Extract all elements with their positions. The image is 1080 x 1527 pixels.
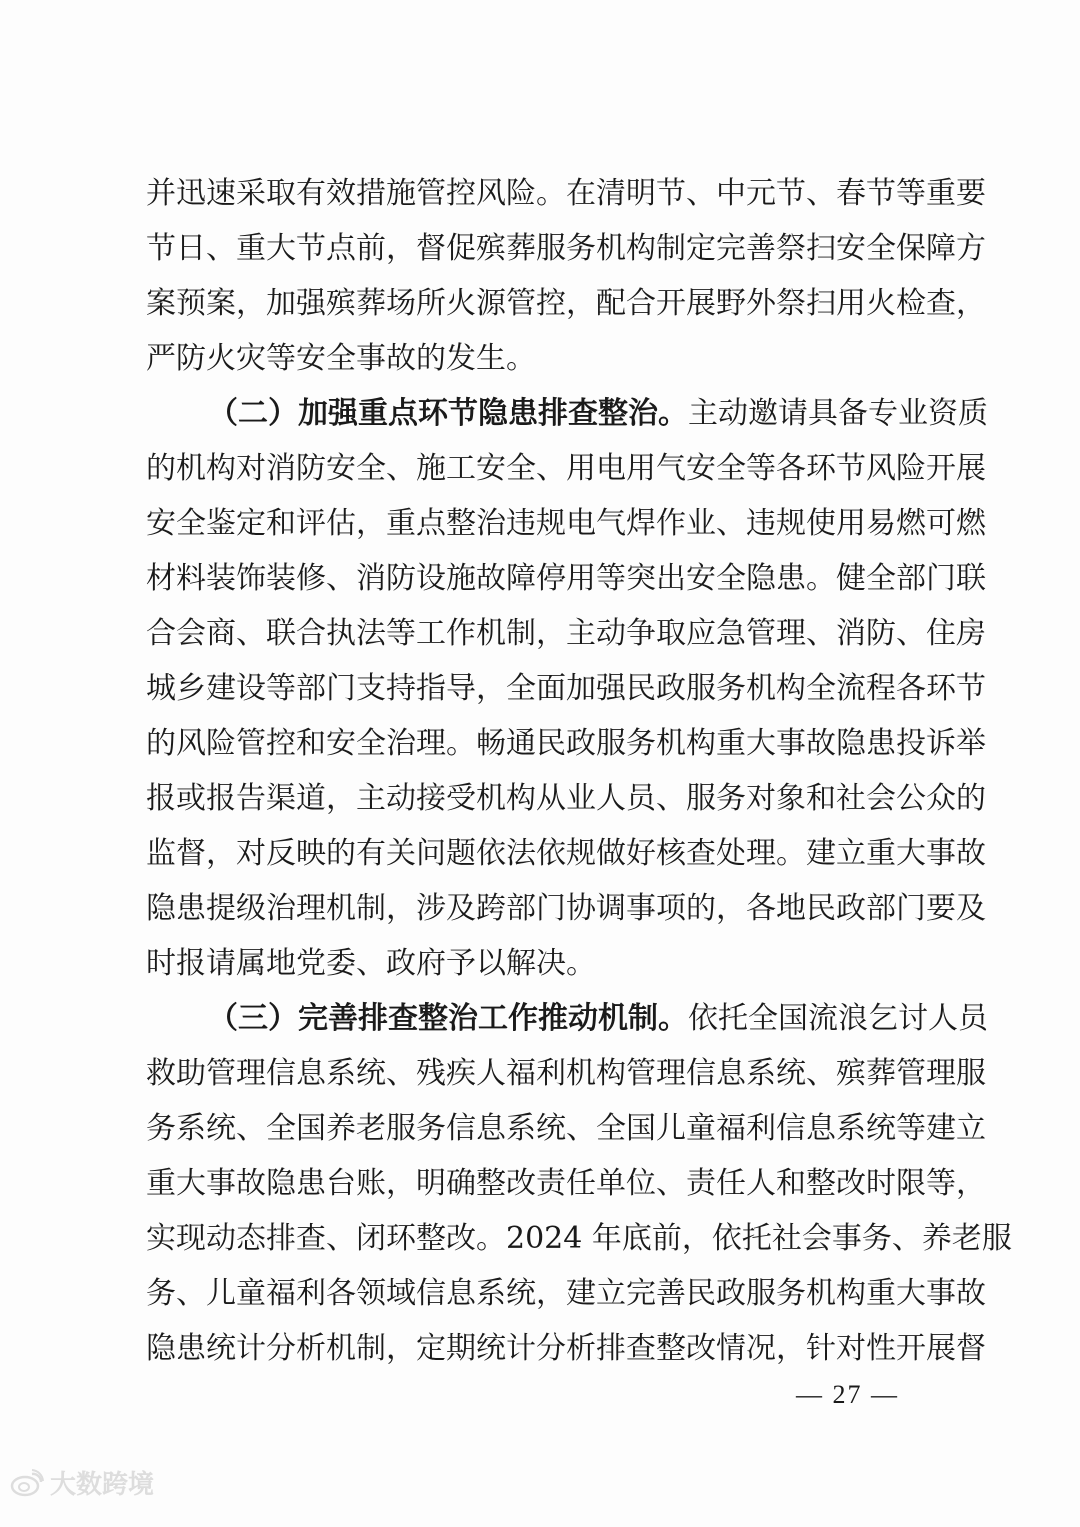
text-line: 重大事故隐患台账，明确整改责任单位、责任人和整改时限等， bbox=[146, 1166, 986, 1201]
text-line: 严防火灾等安全事故的发生。 bbox=[146, 341, 536, 376]
text-line: 安全鉴定和评估，重点整治违规电气焊作业、违规使用易燃可燃 bbox=[146, 506, 986, 541]
text-line: 隐患统计分析机制，定期统计分析排查整改情况，针对性开展督 bbox=[146, 1331, 986, 1366]
section-3-first-line-rest: 依托全国流浪乞讨人员 bbox=[688, 1001, 988, 1036]
text-line: 务系统、全国养老服务信息系统、全国儿童福利信息系统等建立 bbox=[146, 1111, 986, 1146]
weibo-logo-icon bbox=[10, 1468, 44, 1498]
text-line: 城乡建设等部门支持指导，全面加强民政服务机构全流程各环节 bbox=[146, 671, 986, 706]
text-line: 案预案，加强殡葬场所火源管控，配合开展野外祭扫用火检查， bbox=[146, 286, 986, 321]
text-line: 节日、重大节点前，督促殡葬服务机构制定完善祭扫安全保障方 bbox=[146, 231, 986, 266]
watermark-text: 大数跨境 bbox=[50, 1470, 155, 1500]
text-line: 救助管理信息系统、残疾人福利机构管理信息系统、殡葬管理服 bbox=[146, 1056, 986, 1091]
text-line: 材料装饰装修、消防设施故障停用等突出安全隐患。健全部门联 bbox=[146, 561, 986, 596]
text-line: 监督，对反映的有关问题依法依规做好核查处理。建立重大事故 bbox=[146, 836, 986, 871]
section-3-first-line bbox=[208, 1001, 988, 1037]
text-line: 并迅速采取有效措施管控风险。在清明节、中元节、春节等重要 bbox=[146, 176, 986, 211]
text-line: 合会商、联合执法等工作机制，主动争取应急管理、消防、住房 bbox=[146, 616, 986, 651]
text-line: 隐患提级治理机制，涉及跨部门协调事项的，各地民政部门要及 bbox=[146, 891, 986, 926]
section-2-first-line bbox=[208, 396, 988, 432]
text-line: 的机构对消防安全、施工安全、用电用气安全等各环节风险开展 bbox=[146, 451, 986, 486]
section-2-first-line-rest: 主动邀请具备专业资质 bbox=[688, 396, 988, 431]
page-number: — 27 — bbox=[796, 1380, 899, 1409]
section-3-heading: （三）完善排查整治工作推动机制。 bbox=[208, 1001, 688, 1036]
text-line: 务、儿童福利各领域信息系统，建立完善民政服务机构重大事故 bbox=[146, 1276, 986, 1311]
text-line: 的风险管控和安全治理。畅通民政服务机构重大事故隐患投诉举 bbox=[146, 726, 986, 761]
text-line: 实现动态排查、闭环整改。2024 年底前，依托社会事务、养老服 bbox=[146, 1221, 1012, 1256]
text-line: 时报请属地党委、政府予以解决。 bbox=[146, 946, 596, 981]
watermark bbox=[10, 1464, 154, 1501]
section-2-heading: （二）加强重点环节隐患排查整治。 bbox=[208, 396, 688, 431]
text-line: 报或报告渠道，主动接受机构从业人员、服务对象和社会公众的 bbox=[146, 781, 986, 816]
